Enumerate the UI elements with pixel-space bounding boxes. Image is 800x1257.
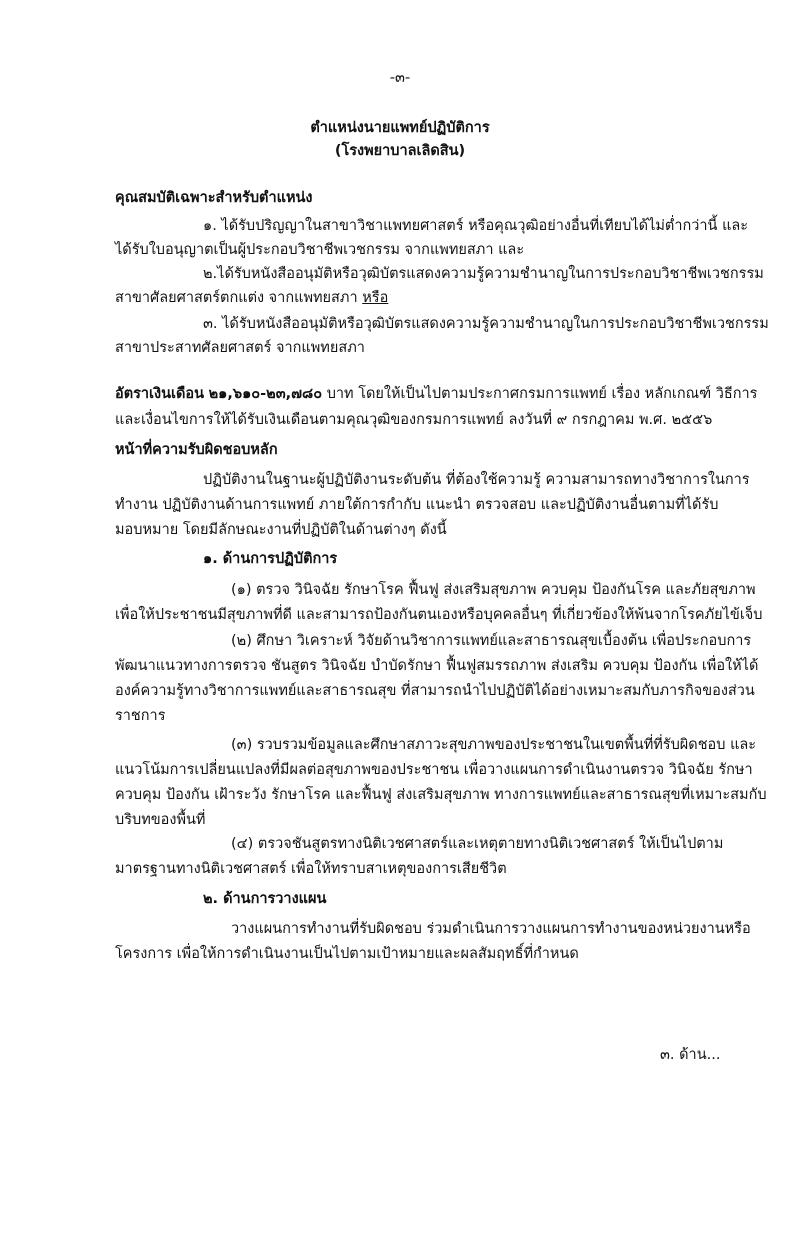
responsibilities-intro-line-2: ทำงาน ปฏิบัติงานด้านการแพทย์ ภายใต้การกำกับ แนะนำ ตรวจสอบ และปฏิบัติงานอื่นตามที่ได้รับ [115,497,719,513]
qualifications-heading: คุณสมบัติเฉพาะสำหรับตำแหน่ง [115,190,313,206]
qualification-item-3-line-2: สาขาประสาทศัลยศาสตร์ จากแพทยสภา [115,340,365,356]
salary-line-1 [115,384,757,404]
qualification-item-3-line-1: ๓. ได้รับหนังสืออนุมัติหรือวุฒิบัตรแสดงความรู้ความชำนาญในการประกอบวิชาชีพเวชกรรม [203,316,769,332]
salary-range: ๒๑,๖๑๐-๒๓,๗๘๐ [208,386,323,402]
section-1-item-2-line-4: ราชการ [115,708,166,724]
section-1-item-3-line-4: บริบทของพื้นที่ [115,812,206,828]
section-1-item-2-line-1: (๒) ศึกษา วิเคราะห์ วิจัยด้านวิชาการแพทย์และสาธารณสุขเบื้องต้น เพื่อประกอบการ [231,633,752,649]
section-2-heading: ๒. ด้านการวางแผน [203,891,327,907]
section-1-item-1-line-2: เพื่อให้ประชาชนมีสุขภาพที่ดี และสามารถป้องกันตนเองหรือบุคคลอื่นๆ ที่เกี่ยวข้องให้พ้นจากโรคภัยไข้เจ็บ [115,607,763,623]
page-number: -๓- [389,70,411,86]
section-1-item-3-line-2: แนวโน้มการเปลี่ยนแปลงที่มีผลต่อสุขภาพของประชาชน เพื่อวางแผนการดำเนินงานตรวจ วินิจฉัย รักษา [115,762,753,778]
or-keyword: หรือ [362,290,389,306]
continuation-marker: ๓. ด้าน... [660,1047,721,1063]
section-1-item-3-line-3: ควบคุม ป้องกัน เฝ้าระวัง รักษาโรค และฟื้นฟู ส่งเสริมสุขภาพ ทางการแพทย์และสาธารณสุขที่เหมาะสมกับ [115,787,767,803]
page-subtitle: (โรงพยาบาลเลิดสิน) [334,143,466,159]
section-1-item-4-line-2: มาตรฐานทางนิติเวชศาสตร์ เพื่อให้ทราบสาเหตุของการเสียชีวิต [115,861,507,877]
qualification-item-1-line-2: ได้รับใบอนุญาตเป็นผู้ประกอบวิชาชีพเวชกรรม จากแพทยสภา และ [115,242,525,258]
page-title: ตำแหน่งนายแพทย์ปฏิบัติการ [310,120,490,136]
section-2-line-2: โครงการ เพื่อให้การดำเนินงานเป็นไปตามเป้าหมายและผลสัมฤทธิ์ที่กำหนด [115,946,579,962]
responsibilities-heading: หน้าที่ความรับผิดชอบหลัก [115,442,278,458]
salary-line-2: และเงื่อนไขการให้ได้รับเงินเดือนตามคุณวุฒิของกรมการแพทย์ ลงวันที่ ๙ กรกฎาคม พ.ศ. ๒๕๕๖ [115,412,713,428]
qualification-item-2-line-2 [115,288,388,308]
responsibilities-intro-line-1: ปฏิบัติงานในฐานะผู้ปฏิบัติงานระดับต้น ที่ต้องใช้ความรู้ ความสามารถทางวิชาการในการ [203,472,750,488]
section-1-item-1-line-1: (๑) ตรวจ วินิจฉัย รักษาโรค ฟื้นฟู ส่งเสริมสุขภาพ ควบคุม ป้องกันโรค และภัยสุขภาพ [231,582,756,598]
qualification-item-2-text: สาขาศัลยศาสตร์ตกแต่ง จากแพทยสภา [115,290,358,306]
responsibilities-intro-line-3: มอบหมาย โดยมีลักษณะงานที่ปฏิบัติในด้านต่างๆ ดังนี้ [115,522,447,538]
qualification-item-2-line-1: ๒.ได้รับหนังสืออนุมัติหรือวุฒิบัตรแสดงความรู้ความชำนาญในการประกอบวิชาชีพเวชกรรม [203,266,764,282]
salary-line-1-rest: บาท โดยให้เป็นไปตามประกาศกรมการแพทย์ เรื่อง หลักเกณฑ์ วิธีการ [326,386,758,402]
section-1-heading: ๑. ด้านการปฏิบัติการ [203,551,338,567]
salary-label: อัตราเงินเดือน [115,386,204,402]
section-1-item-2-line-3: องค์ความรู้ทางวิชาการแพทย์และสาธารณสุข ที่สามารถนำไปปฏิบัติได้อย่างเหมาะสมกับภารกิจของส่วน [115,683,755,699]
section-1-item-3-line-1: (๓) รวบรวมข้อมูลและศึกษาสภาวะสุขภาพของประชาชนในเขตพื้นที่ที่รับผิดชอบ และ [231,737,757,753]
section-2-line-1: วางแผนการทำงานที่รับผิดชอบ ร่วมดำเนินการวางแผนการทำงานของหน่วยงานหรือ [231,921,751,937]
section-1-item-4-line-1: (๔) ตรวจชันสูตรทางนิติเวชศาสตร์และเหตุตายทางนิติเวชศาสตร์ ให้เป็นไปตาม [231,836,724,852]
section-1-item-2-line-2: พัฒนาแนวทางการตรวจ ชันสูตร วินิจฉัย บำบัดรักษา ฟื้นฟูสมรรถภาพ ส่งเสริม ควบคุม ป้องกัน เพื่อให้ได้ [115,658,759,674]
qualification-item-1-line-1: ๑. ได้รับปริญญาในสาขาวิชาแพทยศาสตร์ หรือคุณวุฒิอย่างอื่นที่เทียบได้ไม่ต่ำกว่านี้ และ [203,218,749,234]
